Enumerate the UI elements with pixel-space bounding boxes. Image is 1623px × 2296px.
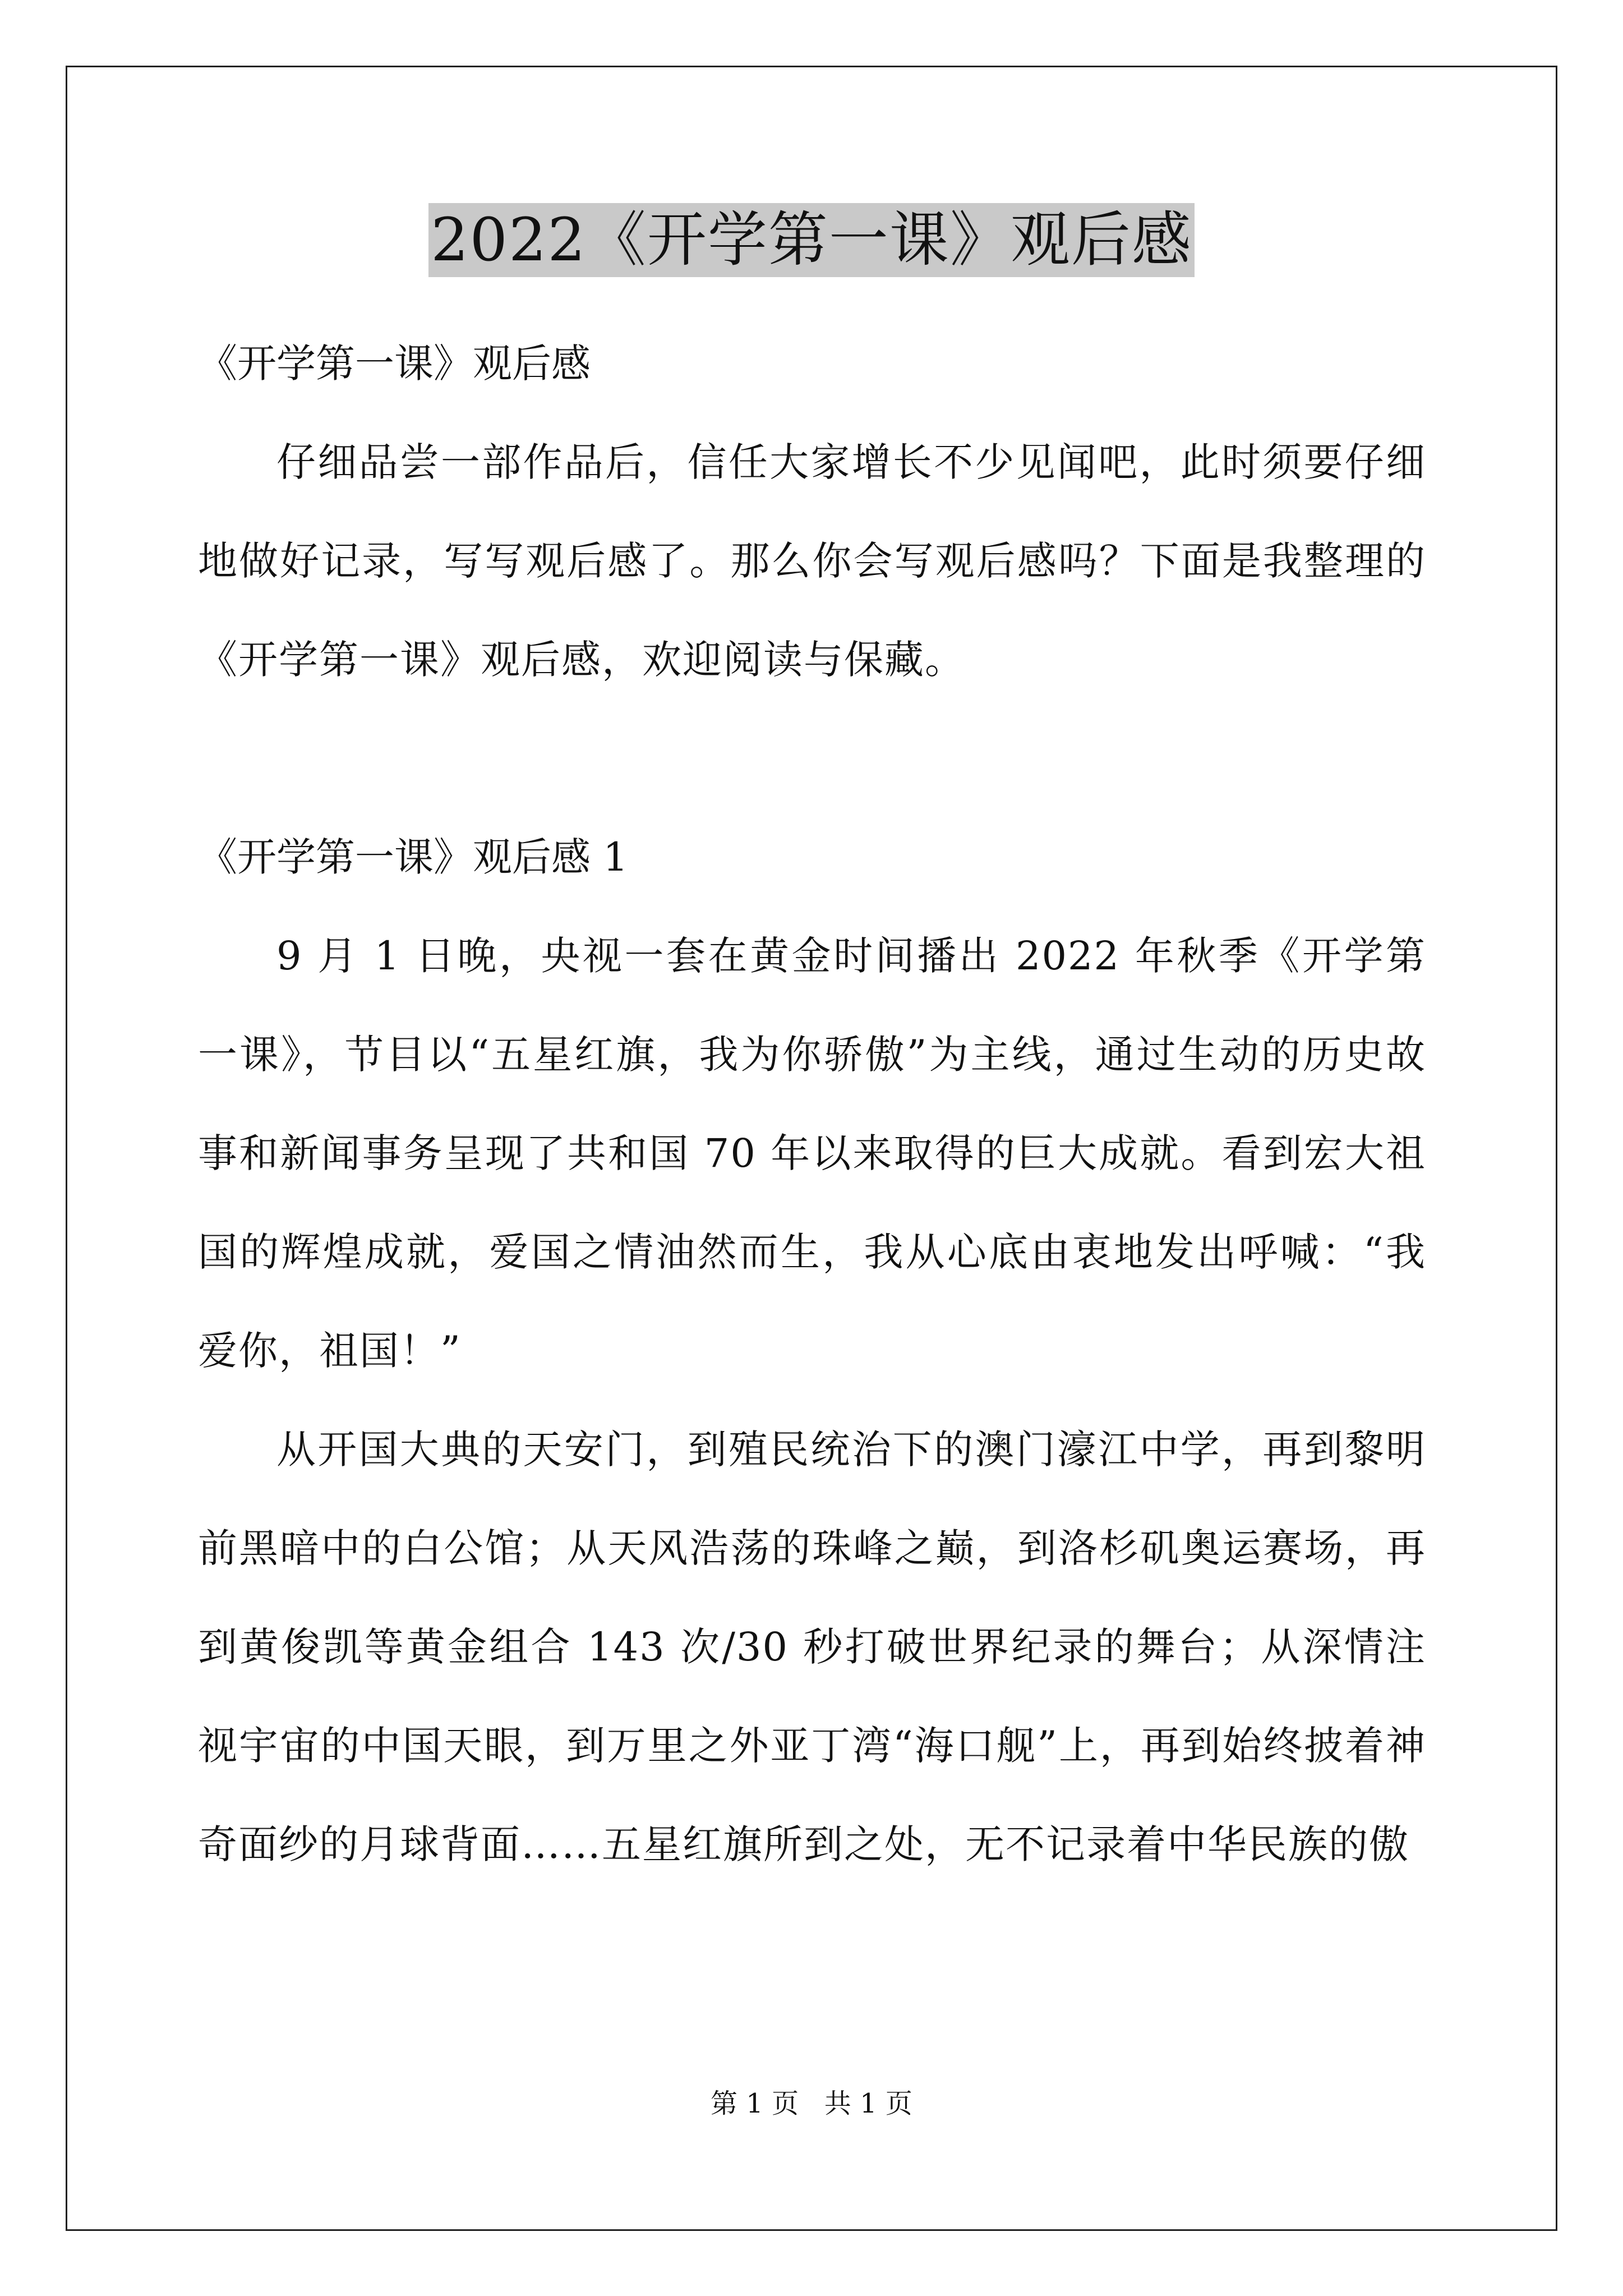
body-paragraph-1: 9 月 1 日晚，央视一套在黄金时间播出 2022 年秋季《开学第一课》，节目以“五星红旗，我为你骄傲”为主线，通过生动的历史故事和新闻事务呈现了共和国 70 年以来取得的巨大成就。看到宏大祖国的辉煌成就，爱国之情油然而生，我从心底由衷地发出呼喊：“我爱你，祖国！” <box>198 933 1426 1374</box>
document-title: 2022《开学第一课》观后感 <box>428 203 1195 277</box>
intro-paragraph: 仔细品尝一部作品后，信任大家增长不少见闻吧，此时须要仔细地做好记录，写写观后感了。那么你会写观后感吗？下面是我整理的《开学第一课》观后感，欢迎阅读与保藏。 <box>198 439 1426 683</box>
document-body <box>198 314 1426 1894</box>
page-footer: 第 1 页 共 1 页 <box>711 2088 912 2119</box>
title-container <box>0 203 1623 277</box>
body-paragraph-2: 从开国大典的天安门，到殖民统治下的澳门濠江中学，再到黎明前黑暗中的白公馆；从天风浩荡的珠峰之巅，到洛杉矶奥运赛场，再到黄俊凯等黄金组合 143 次/30 秒打破世界纪录的舞台；从深情注视宇宙的中国天眼，到万里之外亚丁湾“海口舰”上，再到始终披着神奇面纱的月球背面……五星红旗所到之处，无不记录着中华民族的傲 <box>198 1427 1426 1867</box>
blank-line <box>198 709 1426 808</box>
subtitle: 《开学第一课》观后感 <box>198 341 591 386</box>
section-heading: 《开学第一课》观后感 1 <box>198 834 628 880</box>
